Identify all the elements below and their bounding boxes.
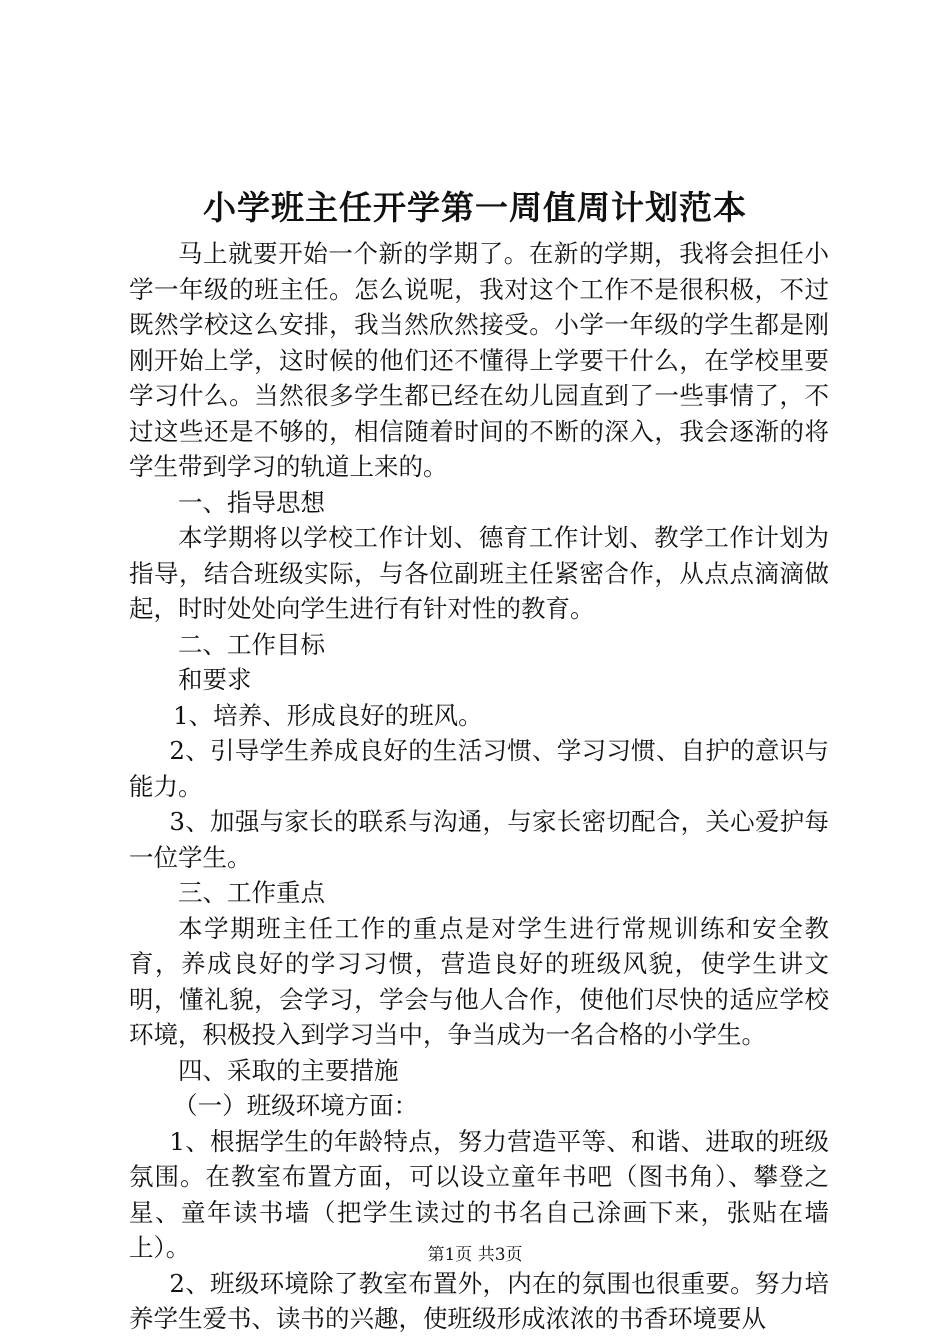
section-heading-work-goals: 二、工作目标 <box>178 629 325 659</box>
section-heading-guiding-thought: 一、指导思想 <box>178 487 325 517</box>
guiding-thought-paragraph: 本学期将以学校工作计划、德育工作计划、教学工作计划为指导，结合班级实际，与各位副班主任紧密合作，从点点滴滴做起，时时处处向学生进行有针对性的教育。 <box>129 523 829 623</box>
document-title: 小学班主任开学第一周值周计划范本 <box>203 188 747 227</box>
work-focus-paragraph: 本学期班主任工作的重点是对学生进行常规训练和安全教育，养成良好的学习习惯，营造良好的班级风貌，使学生讲文明，懂礼貌，会学习，学会与他人合作，使他们尽快的适应学校环境，积极投入到学习当中，争当成为一名合格的小学生。 <box>129 913 829 1049</box>
section-heading-requirements: 和要求 <box>178 665 252 694</box>
goal-item-3: 3、加强与家长的联系与沟通，与家长密切配合，关心爱护每一位学生。 <box>129 807 829 872</box>
section-heading-work-focus: 三、工作重点 <box>178 878 325 907</box>
measure-item-1: 1、根据学生的年龄特点，努力营造平等、和谐、进取的班级氛围。在教室布置方面，可以设立童年书吧（图书角）、攀登之星、童年读书墙（把学生读过的书名自己涂画下来，张贴在墙上）。 <box>129 1126 829 1262</box>
page-number-footer: 第1页 共3页 <box>427 1245 523 1265</box>
section-heading-measures: 四、采取的主要措施 <box>178 1055 399 1085</box>
goal-item-2: 2、引导学生养成良好的生活习惯、学习习惯、自护的意识与能力。 <box>129 736 829 801</box>
goal-item-1: 1、培养、形成良好的班风。 <box>173 700 483 730</box>
intro-paragraph: 马上就要开始一个新的学期了。在新的学期，我将会担任小学一年级的班主任。怎么说呢，我对这个工作不是很积极，不过既然学校这么安排，我当然欣然接受。小学一年级的学生都是刚刚开始上学，这时候的他们还不懂得上学要干什么，在学校里要学习什么。当然很多学生都已经在幼儿园直到了一些事情了，不过这些还是不够的，相信随着时间的不断的深入，我会逐渐的将学生带到学习的轨道上来的。 <box>129 239 829 481</box>
document-body <box>129 236 829 1337</box>
measure-item-2: 2、班级环境除了教室布置外，内在的氛围也很重要。努力培养学生爱书、读书的兴趣，使班级形成浓浓的书香环境要从 <box>129 1268 829 1333</box>
subsection-heading-class-environment: （一）班级环境方面： <box>173 1091 419 1120</box>
